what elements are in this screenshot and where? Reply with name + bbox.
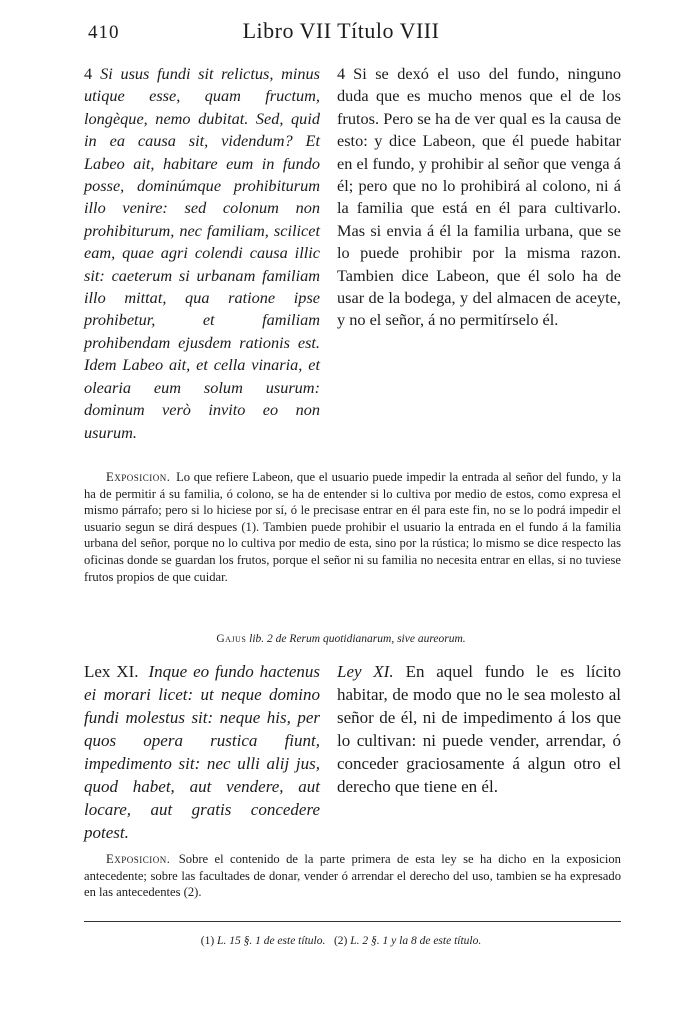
source-citation	[0, 633, 682, 645]
spanish-column-section-4	[337, 63, 621, 332]
ley-spanish-text: En aquel fundo le es lícito habitar, de modo que no le sea molesto al señor de él, ni de impedimento á los que lo cultivan: ni puede vender, arrendar, ó conceder graciosamente á algun otro el derecho que tiene en él.	[337, 662, 621, 796]
spanish-column-ley-11	[337, 660, 621, 798]
lex-latin-text: Inque eo fundo hactenus ei morari licet: ut neque domino fundi molestus sit: neque his, per quos opera rustica fiunt, impedimento sit: nec ulli alij jus, quod habet, aut vendere, aut locare, aut gratis concedere potest.	[84, 662, 321, 842]
latin-paragraph-number: 4	[84, 64, 93, 83]
exposicion-commentary-2	[84, 851, 621, 901]
footnote-2-text: L. 2 §. 1 y la 8 de este título.	[350, 935, 482, 947]
source-author: Gajus	[216, 633, 247, 645]
exposicion-label: Exposicion.	[106, 470, 171, 484]
spanish-paragraph-number: 4	[337, 64, 346, 83]
exposicion-commentary	[84, 469, 621, 585]
footnote-1-mark: (1)	[200, 935, 215, 947]
latin-column-section-4	[84, 63, 320, 444]
exposicion-text: Lo que refiere Labeon, que el usuario puede impedir la entrada al señor del fundo, y la ha de permitir á su familia, ó colono, se ha de entender si lo cultiva por medio de estos, como expresa el mismo párrafo; pero si lo hiciese por sí, ó le precisase entrar en él para este fin, no se lo podrá impedir el usuario segun se dirá despues (1). Tambien puede prohibir el usuario la entrada en el fundo á la familia urbana del señor, porque no lo cultiva por medio de esta, sino por la rústica; lo mismo se dice respecto las oficinas donde se guardan los frutos, porque el señor ni su familia no necesita entrar en ellas, si no tuviese frutos propios de que cuidar.	[84, 470, 621, 584]
exposicion-text-2: Sobre el contenido de la parte primera de esta ley se ha dicho en la exposicion antecedente; sobre las facultades de donar, vender ó arrendar el derecho del uso, tambien se ha expresado en las antecedentes (2).	[84, 852, 621, 900]
latin-column-lex-11	[84, 660, 320, 844]
exposicion-label-2: Exposicion.	[106, 852, 171, 866]
footnotes	[0, 935, 682, 947]
footnote-1-text: L. 15 §. 1 de este título.	[217, 935, 326, 947]
ley-heading: Ley XI.	[337, 662, 394, 681]
source-reference: lib. 2 de Rerum quotidianarum, sive aureorum.	[249, 633, 466, 645]
running-title: Libro VII Título VIII	[242, 18, 440, 43]
page-number: 410	[88, 22, 120, 43]
latin-text: Si usus fundi sit relictus, minus utique esse, quam fructum, longèque, nemo dubitat. Sed, quid in ea causa sit, videndum? Et Labeo ait, habitare eum in fundo posse, dominúmque prohibiturum illo venire: sed colonum non prohibiturum, nec familiam, scilicet eam, quae agri colendi causa illic sit: caeterum si urbanam familiam illo mittat, qua ratione ipse prohibetur, et familiam prohibendam ejusdem rationis est. Idem Labeo ait, et cella vinaria, et olearia eum solum usurum: dominum verò invito eo non usurum.	[84, 64, 320, 442]
lex-heading: Lex XI.	[84, 662, 139, 681]
footnote-2-mark: (2)	[333, 935, 348, 947]
footnote-rule	[84, 921, 621, 922]
spanish-text: Si se dexó el uso del fundo, ninguno duda que es mucho menos que el de los frutos. Pero se ha de ver qual es la causa de esto: y dice Labeon, que él puede habitar en el fundo, y prohibir al señor que venga á él; pero que no lo prohibirá al colono, ni á la familia que está en él para cultivarlo. Mas si envia á él la familia urbana, que se lo puede prohibir por la misma razon. Tambien dice Labeon, que él solo ha de usar de la bodega, y del almacen de aceyte, y no el señor, á no permitírselo él.	[337, 64, 621, 330]
